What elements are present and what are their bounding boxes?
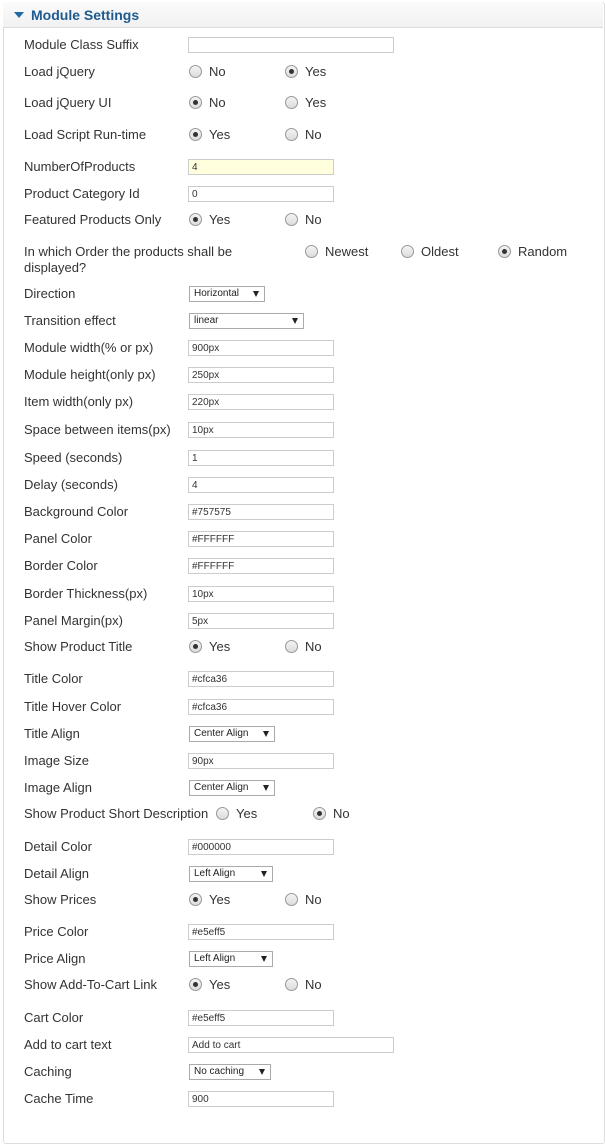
title-hover-color-row [0,699,605,721]
background-color-input[interactable] [188,504,334,520]
load-jquery-yes-radio[interactable]: Yes [285,64,326,80]
radio-icon [189,65,202,78]
chevron-down-icon [259,1069,265,1075]
detail-color-input[interactable] [188,839,334,855]
show-product-title-yes-radio[interactable]: Yes [189,639,230,655]
price-align-row [0,951,605,973]
transition-effect-row [0,313,605,335]
module-width-row [0,340,605,362]
show-prices-yes-radio[interactable]: Yes [189,892,230,908]
image-align-label: Image Align [24,780,92,795]
panel-margin-input[interactable] [188,613,334,629]
panel-color-row [0,531,605,553]
radio-icon [285,640,298,653]
cart-color-label: Cart Color [24,1010,84,1025]
featured-products-only-no-radio[interactable]: No [285,212,322,228]
show-short-description-no-radio[interactable]: No [313,806,350,822]
show-product-title-row [0,639,605,661]
radio-selected-icon [189,96,202,109]
border-thickness-row [0,586,605,608]
load-script-runtime-yes-radio[interactable]: Yes [189,127,230,143]
featured-products-only-yes-radio[interactable]: Yes [189,212,230,228]
load-jquery-no-radio[interactable]: No [189,64,226,80]
radio-icon [285,893,298,906]
cart-color-input[interactable] [188,1010,334,1026]
number-of-products-label: NumberOfProducts [24,159,136,174]
radio-selected-icon [189,893,202,906]
direction-row [0,286,605,308]
price-color-label: Price Color [24,924,89,939]
space-between-items-input[interactable] [188,422,334,438]
chevron-down-icon [263,785,269,791]
chevron-down-icon [261,871,267,877]
load-jquery-ui-label: Load jQuery UI [24,95,112,110]
module-class-suffix-row [0,37,605,59]
add-to-cart-text-row [0,1037,605,1059]
radio-selected-icon [313,807,326,820]
item-width-row [0,394,605,416]
product-category-id-label: Product Category Id [24,186,140,201]
space-between-items-row [0,422,605,444]
image-align-row [0,780,605,802]
title-color-label: Title Color [24,671,83,686]
price-align-select[interactable]: Left Align [189,951,273,967]
featured-products-only-row [0,212,605,234]
border-color-row [0,558,605,580]
module-height-label: Module height(only px) [24,367,156,382]
show-add-to-cart-row [0,977,605,999]
price-color-input[interactable] [188,924,334,940]
transition-effect-label: Transition effect [24,313,116,328]
border-color-label: Border Color [24,558,98,573]
cache-time-label: Cache Time [24,1091,94,1106]
background-color-label: Background Color [24,504,129,519]
load-script-runtime-no-radio[interactable]: No [285,127,322,143]
radio-icon [305,245,318,258]
radio-selected-icon [498,245,511,258]
radio-icon [285,96,298,109]
collapse-arrow-icon[interactable] [14,12,24,18]
radio-icon [285,213,298,226]
cache-time-row [0,1091,605,1113]
speed-input[interactable] [188,450,334,466]
detail-align-select[interactable]: Left Align [189,866,273,882]
show-prices-label: Show Prices [24,892,97,907]
product-category-id-row [0,186,605,208]
border-thickness-input[interactable] [188,586,334,602]
speed-label: Speed (seconds) [24,450,123,465]
add-to-cart-text-input[interactable] [188,1037,394,1053]
caching-row [0,1064,605,1086]
border-thickness-label: Border Thickness(px) [24,586,148,601]
title-align-select[interactable]: Center Align [189,726,275,742]
load-jquery-ui-yes-radio[interactable]: Yes [285,95,326,111]
chevron-down-icon [292,318,298,324]
load-jquery-ui-no-radio[interactable]: No [189,95,226,111]
image-size-label: Image Size [24,753,90,768]
speed-row [0,450,605,472]
number-of-products-input[interactable] [188,159,334,175]
radio-selected-icon [189,640,202,653]
order-random-radio[interactable]: Random [498,244,567,260]
detail-align-label: Detail Align [24,866,90,881]
cart-color-row [0,1010,605,1032]
load-jquery-label: Load jQuery [24,64,95,79]
show-prices-row [0,892,605,914]
direction-label: Direction [24,286,76,301]
chevron-down-icon [253,291,259,297]
detail-color-row [0,839,605,861]
order-row [0,244,605,278]
load-script-runtime-row [0,127,605,149]
delay-input[interactable] [188,477,334,493]
title-hover-color-label: Title Hover Color [24,699,122,714]
show-short-description-yes-radio[interactable]: Yes [216,806,257,822]
module-settings-header[interactable] [3,2,603,28]
featured-products-only-label: Featured Products Only [24,212,162,227]
title-color-input[interactable] [188,671,334,687]
background-color-row [0,504,605,526]
module-width-input[interactable] [188,340,334,356]
item-width-label: Item width(only px) [24,394,134,409]
module-height-row [0,367,605,389]
module-class-suffix-label: Module Class Suffix [24,37,139,52]
delay-row [0,477,605,499]
title-hover-color-input[interactable] [188,699,334,715]
order-label: In which Order the products shall be displayed? [24,244,233,275]
module-width-label: Module width(% or px) [24,340,154,355]
price-color-row [0,924,605,946]
panel-margin-label: Panel Margin(px) [24,613,123,628]
radio-selected-icon [189,213,202,226]
radio-icon [285,978,298,991]
image-size-row [0,753,605,775]
radio-selected-icon [189,128,202,141]
show-add-to-cart-label: Show Add-To-Cart Link [24,977,157,992]
section-title: Module Settings [31,7,140,23]
panel-color-label: Panel Color [24,531,92,546]
item-width-input[interactable] [188,394,334,410]
radio-selected-icon [285,65,298,78]
image-align-select[interactable]: Center Align [189,780,275,796]
load-script-runtime-label: Load Script Run-time [24,127,147,142]
detail-align-row [0,866,605,888]
caching-select[interactable]: No caching [189,1064,271,1080]
show-product-title-label: Show Product Title [24,639,133,654]
show-prices-no-radio[interactable]: No [285,892,322,908]
panel-color-input[interactable] [188,531,334,547]
chevron-down-icon [263,731,269,737]
direction-select[interactable]: Horizontal [189,286,265,302]
title-color-row [0,671,605,693]
module-height-input[interactable] [188,367,334,383]
space-between-items-label: Space between items(px) [24,422,171,437]
border-color-input[interactable] [188,558,334,574]
module-class-suffix-input[interactable] [188,37,394,53]
radio-icon [285,128,298,141]
cache-time-input[interactable] [188,1091,334,1107]
radio-selected-icon [189,978,202,991]
load-jquery-row [0,64,605,86]
order-oldest-radio[interactable]: Oldest [401,244,459,260]
product-category-id-input[interactable] [188,186,334,202]
caching-label: Caching [24,1064,72,1079]
show-product-title-no-radio[interactable]: No [285,639,322,655]
load-jquery-ui-row [0,95,605,117]
number-of-products-row [0,159,605,181]
price-align-label: Price Align [24,951,86,966]
show-add-to-cart-yes-radio[interactable]: Yes [189,977,230,993]
show-short-description-row [0,806,605,828]
add-to-cart-text-label: Add to cart text [24,1037,112,1052]
order-newest-radio[interactable]: Newest [305,244,368,260]
panel-margin-row [0,613,605,635]
radio-icon [216,807,229,820]
chevron-down-icon [261,956,267,962]
title-align-row [0,726,605,748]
detail-color-label: Detail Color [24,839,92,854]
title-align-label: Title Align [24,726,80,741]
delay-label: Delay (seconds) [24,477,118,492]
transition-effect-select[interactable]: linear [189,313,304,329]
show-short-description-label: Show Product Short Description [24,806,209,821]
image-size-input[interactable] [188,753,334,769]
radio-icon [401,245,414,258]
show-add-to-cart-no-radio[interactable]: No [285,977,322,993]
